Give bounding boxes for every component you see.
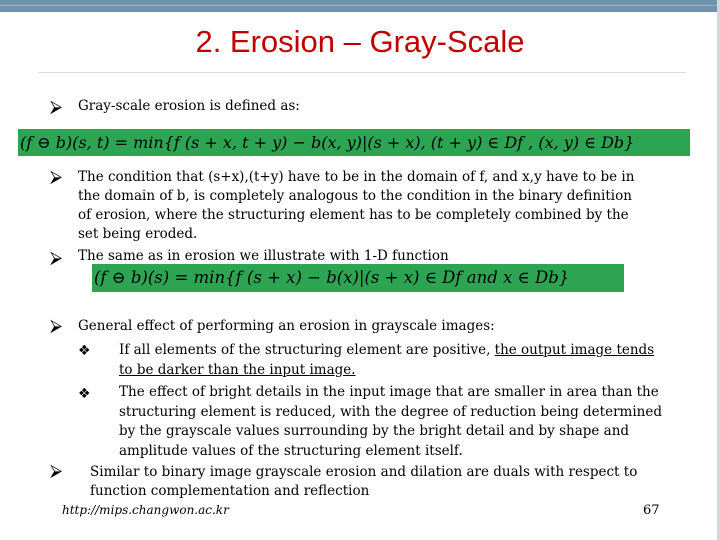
sub-bullet-text-1 [119, 341, 671, 380]
bullet-text-1: Gray-scale erosion is defined as: [78, 98, 300, 114]
sub-bullet-text-1-plain: If all elements of the structuring element are positive, [119, 342, 495, 358]
top-banner [0, 0, 720, 13]
sub-bullet-text-2: The effect of bright details in the input image that are smaller in area than the structuring element is reduced, with the degree of reduction being determined by the grayscale values surrounding by the bright detail and by shape and amplitude values of the structuring element itself. [119, 384, 662, 459]
arrow-bullet-icon: ⮚ [50, 167, 63, 187]
footer-url: http://mips.changwon.ac.kr [62, 503, 229, 517]
formula-2d-erosion: (f ⊖ b)(s, t) = min{f (s + x, t + y) − b(x, y)|(s + x), (t + y) ∈ Df , (x, y) ∈ Db} [18, 129, 690, 156]
bullet-text-5: Similar to binary image grayscale erosion and dilation are duals with respect to function complementation and reflection [90, 464, 638, 499]
bullet-text-4: General effect of performing an erosion in grayscale images: [78, 318, 495, 334]
sub-bullet-text-1-underlined: the output image tends to be darker than the input image. [119, 342, 655, 378]
page-number: 67 [643, 503, 660, 518]
arrow-bullet-icon: ⮚ [50, 248, 63, 268]
arrow-bullet-icon: ⮚ [50, 97, 63, 117]
arrow-bullet-icon: ⮚ [50, 316, 63, 336]
arrow-bullet-icon: ⮚ [50, 461, 63, 481]
diamond-bullet-icon: ❖ [78, 343, 91, 359]
formula-1d-erosion: (f ⊖ b)(s) = min{f (s + x) − b(x)|(s + x) ∈ Df and x ∈ Db} [92, 264, 624, 292]
diamond-bullet-icon: ❖ [78, 386, 91, 402]
title-divider [38, 72, 686, 73]
bullet-text-3: The same as in erosion we illustrate with 1-D function [78, 248, 449, 264]
slide-title: 2. Erosion – Gray-Scale [195, 24, 525, 59]
bullet-text-2: The condition that (s+x),(t+y) have to be in the domain of f, and x,y have to be in the domain of b, is completely analogous to the condition in the binary definition of erosion, where the structuring element has to be completely combined by the set being eroded. [78, 169, 635, 242]
